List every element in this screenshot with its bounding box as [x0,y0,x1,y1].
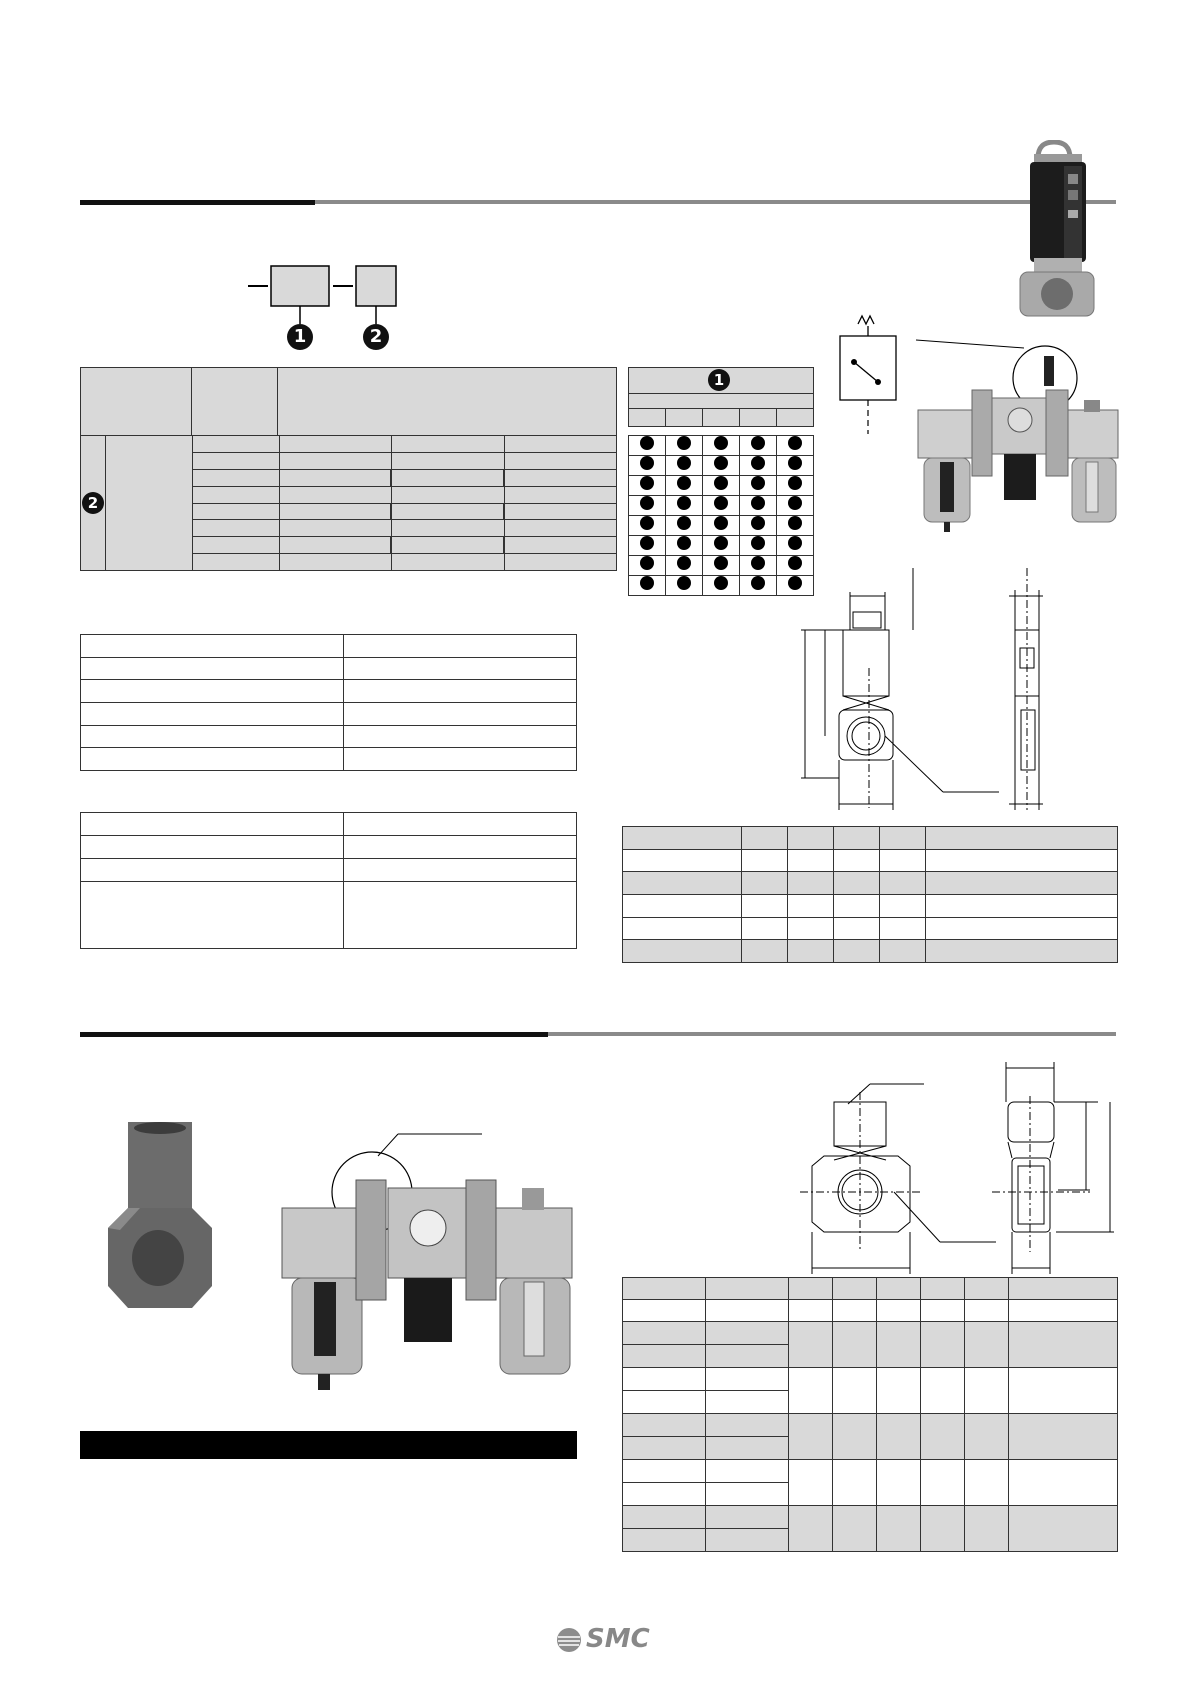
switch-specifications-table [80,812,577,949]
table-cell [706,1368,789,1391]
table-cell [1009,1368,1118,1414]
table-cell [504,503,616,520]
table-cell [280,520,392,537]
matrix-cell [740,556,777,576]
table-cell [706,1437,789,1460]
table-cell [706,1506,789,1529]
table-cell [344,725,577,748]
table-cell [965,1506,1009,1552]
table-cell [706,1322,789,1345]
table-cell [280,469,392,486]
table-cell [789,1506,833,1552]
table-cell [921,1278,965,1300]
table-cell [623,1345,706,1368]
table-cell [81,725,344,748]
section-rule-top-light [315,200,1116,204]
table-cell [81,748,344,771]
matrix-cell [703,576,740,596]
matrix-cell [740,436,777,456]
table-cell [392,469,504,486]
table-cell [926,940,1118,963]
compatible-dot [640,576,654,590]
table-cell [623,1483,706,1506]
matrix-col-cell [666,408,703,426]
table-cell [833,1506,877,1552]
compatible-dot [751,436,765,450]
table-cell [789,1278,833,1300]
table-cell [623,849,742,872]
table-cell [788,917,834,940]
compatibility-matrix [628,435,814,596]
matrix-cell [629,476,666,496]
table-cell [965,1414,1009,1460]
compatible-dot [677,496,691,510]
table-cell [926,894,1118,917]
compatible-dot [714,576,728,590]
table-cell [880,872,926,895]
matrix-cell [740,516,777,536]
table-cell [81,836,344,859]
specifications-table [80,634,577,771]
frl-unit-photo-with-adapter [278,1132,578,1394]
compatible-dot [788,436,802,450]
compatible-dot [714,516,728,530]
table-cell [623,1300,706,1322]
table-cell [280,436,392,453]
compatible-dot [751,456,765,470]
compatible-dot [788,456,802,470]
table-cell [193,486,280,503]
callout-2-badge: 2 [363,324,389,350]
matrix-cell [740,536,777,556]
table-cell [834,894,880,917]
table-cell [788,872,834,895]
compatible-dot [640,456,654,470]
table-cell [926,849,1118,872]
matrix-cell [629,536,666,556]
matrix-cell [666,496,703,516]
table-cell [623,1437,706,1460]
compatible-dot [677,476,691,490]
compatible-dot [714,476,728,490]
table-cell [1009,1278,1118,1300]
dimension-table-adapter [622,1277,1118,1552]
matrix-col-cell [703,408,740,426]
matrix-cell [703,476,740,496]
matrix-cell [703,556,740,576]
smc-logo-mark [556,1627,584,1653]
matrix-cell [777,516,814,536]
dimension-drawing-switch [795,568,1045,812]
table-cell [877,1300,921,1322]
table-cell [344,680,577,703]
table-cell [788,894,834,917]
matrix-cell [666,456,703,476]
compatible-dot [677,436,691,450]
table-cell [834,917,880,940]
table-cell [833,1322,877,1368]
table-cell [81,680,344,703]
pressure-switch-photo [1010,140,1100,318]
compatible-dot [677,576,691,590]
table-cell [392,503,504,520]
table-cell [706,1529,789,1552]
table-cell [742,940,788,963]
table-cell [877,1460,921,1506]
table-cell [1009,1414,1118,1460]
table-cell [392,436,504,453]
table-cell [965,1300,1009,1322]
table-cell [504,452,616,469]
frl-unit-photo-with-switch [910,338,1120,538]
table-cell [926,872,1118,895]
section-heading-bar [80,1431,577,1459]
matrix-cell [777,496,814,516]
table-cell [834,940,880,963]
table-cell [880,940,926,963]
table-cell [504,436,616,453]
matrix-cell [740,456,777,476]
table-cell [504,520,616,537]
compatible-dot [788,536,802,550]
table-cell [504,537,616,554]
compatible-dot [640,536,654,550]
table-cell [504,469,616,486]
table-cell [623,1278,706,1300]
table-cell [623,1322,706,1345]
matrix-cell [666,516,703,536]
section-rule-bottom-dark [80,1032,548,1037]
table-cell [623,894,742,917]
table-cell [834,872,880,895]
table-cell [742,894,788,917]
table-cell [926,827,1118,850]
table-cell [1009,1506,1118,1552]
table-cell [880,894,926,917]
table-cell [742,872,788,895]
smc-logo-text: SMC [586,1624,650,1654]
table-cell [392,486,504,503]
matrix-cell [666,576,703,596]
callout-2-row-badge: 2 [82,492,104,514]
compatible-dot [677,516,691,530]
piping-adapter-photo [100,1118,220,1318]
section-rule-top-dark [80,200,315,205]
matrix-cell [629,576,666,596]
table-cell [280,503,392,520]
table-cell [344,748,577,771]
matrix-cell [703,516,740,536]
table-cell [280,452,392,469]
table-cell [921,1460,965,1506]
compatible-dot [714,556,728,570]
table-cell [623,1414,706,1437]
compatible-dot [751,516,765,530]
matrix-cell [703,536,740,556]
table-cell [877,1368,921,1414]
table-cell [193,452,280,469]
table-cell [921,1368,965,1414]
compatible-dot [751,476,765,490]
matrix-cell [629,496,666,516]
matrix-cell [777,476,814,496]
compatible-dot [788,476,802,490]
matrix-cell [629,456,666,476]
table-cell [344,702,577,725]
table-cell [921,1414,965,1460]
table-cell [706,1345,789,1368]
compatible-dot [788,516,802,530]
table-cell [706,1414,789,1437]
table-cell [788,849,834,872]
model-spec-table-body [80,435,617,571]
compatible-dot [714,536,728,550]
table-cell [623,1506,706,1529]
table-cell [623,872,742,895]
table-cell [504,554,616,571]
matrix-cell [777,456,814,476]
table-cell [880,849,926,872]
compatible-dot [714,496,728,510]
matrix-cell [666,476,703,496]
table-cell [623,827,742,850]
compatible-dot [640,556,654,570]
table-cell [706,1483,789,1506]
table-cell [81,813,344,836]
compatible-dot [677,536,691,550]
table-cell [193,503,280,520]
matrix-cell [666,536,703,556]
table-cell [880,917,926,940]
matrix-col-cell [629,408,666,426]
compatible-dot [677,456,691,470]
table-cell [742,827,788,850]
matrix-col-cell [777,408,814,426]
table-cell [789,1322,833,1368]
table-cell [706,1460,789,1483]
matrix-cell [777,436,814,456]
table-cell [193,469,280,486]
matrix-cell [629,436,666,456]
callout-1-matrix-badge: 1 [708,369,730,391]
table-cell [623,1529,706,1552]
table-cell [833,1300,877,1322]
matrix-cell [666,556,703,576]
compatible-dot [640,436,654,450]
table-cell [742,917,788,940]
table-cell [833,1278,877,1300]
table-cell [81,702,344,725]
table-cell [392,554,504,571]
matrix-cell [629,516,666,536]
table-cell [81,882,344,949]
table-cell [833,1368,877,1414]
dimension-table-upper [622,826,1118,963]
matrix-header-cell [629,394,814,408]
table-cell [344,657,577,680]
table-cell [965,1278,1009,1300]
table-cell [81,635,344,658]
table-cell [788,940,834,963]
matrix-cell [740,496,777,516]
table-cell [789,1368,833,1414]
table-cell [344,859,577,882]
table-cell [344,882,577,949]
table-cell [193,436,280,453]
matrix-cell [666,436,703,456]
matrix-cell [740,576,777,596]
table-cell [623,1460,706,1483]
table-cell [877,1322,921,1368]
table-cell [193,537,280,554]
pneumatic-symbol [838,312,898,436]
table-cell [789,1460,833,1506]
table-cell [921,1300,965,1322]
compatible-dot [788,496,802,510]
table-cell [789,1300,833,1322]
table-cell [921,1506,965,1552]
section-rule-bottom-light [548,1032,1116,1036]
table-cell [921,1322,965,1368]
table-cell [789,1414,833,1460]
table-cell [344,836,577,859]
table-cell [877,1506,921,1552]
row-group-cell [106,436,193,571]
table-cell [834,827,880,850]
table-cell [833,1460,877,1506]
table-cell [1009,1322,1118,1368]
table-cell [965,1460,1009,1506]
compatible-dot [751,576,765,590]
compatible-dot [751,556,765,570]
table-cell [706,1278,789,1300]
table-cell [965,1322,1009,1368]
matrix-cell [703,496,740,516]
table-cell [1009,1460,1118,1506]
table-cell [504,486,616,503]
table-cell [193,520,280,537]
table-cell [877,1414,921,1460]
table-cell [392,452,504,469]
table-cell [880,827,926,850]
compatible-dot [640,496,654,510]
table-cell [280,554,392,571]
table-cell [392,520,504,537]
table-cell [788,827,834,850]
table-cell [623,1391,706,1414]
compatible-dot [714,436,728,450]
table-cell [81,859,344,882]
compatible-dot [714,456,728,470]
table-cell [833,1414,877,1460]
matrix-cell [777,536,814,556]
table-cell [623,1368,706,1391]
callout-1-badge: 1 [287,324,313,350]
table-cell [344,813,577,836]
table-cell [623,940,742,963]
compatible-dot [677,556,691,570]
matrix-cell [629,556,666,576]
table-cell [926,917,1118,940]
matrix-cell [703,436,740,456]
table-cell [706,1300,789,1322]
compatible-dot [751,536,765,550]
table-cell [965,1368,1009,1414]
table-cell [344,635,577,658]
matrix-cell [703,456,740,476]
compatible-dot [751,496,765,510]
table-cell [280,537,392,554]
dimension-drawing-adapter [800,1062,1120,1274]
table-cell [742,849,788,872]
table-cell [280,486,392,503]
table-cell [623,917,742,940]
table-cell [1009,1300,1118,1322]
table-cell [81,657,344,680]
compatible-dot [640,516,654,530]
table-cell [392,537,504,554]
table-cell [834,849,880,872]
matrix-col-cell [740,408,777,426]
compatible-dot [640,476,654,490]
table-cell [193,554,280,571]
matrix-cell [740,476,777,496]
table-cell [877,1278,921,1300]
table-cell [706,1391,789,1414]
